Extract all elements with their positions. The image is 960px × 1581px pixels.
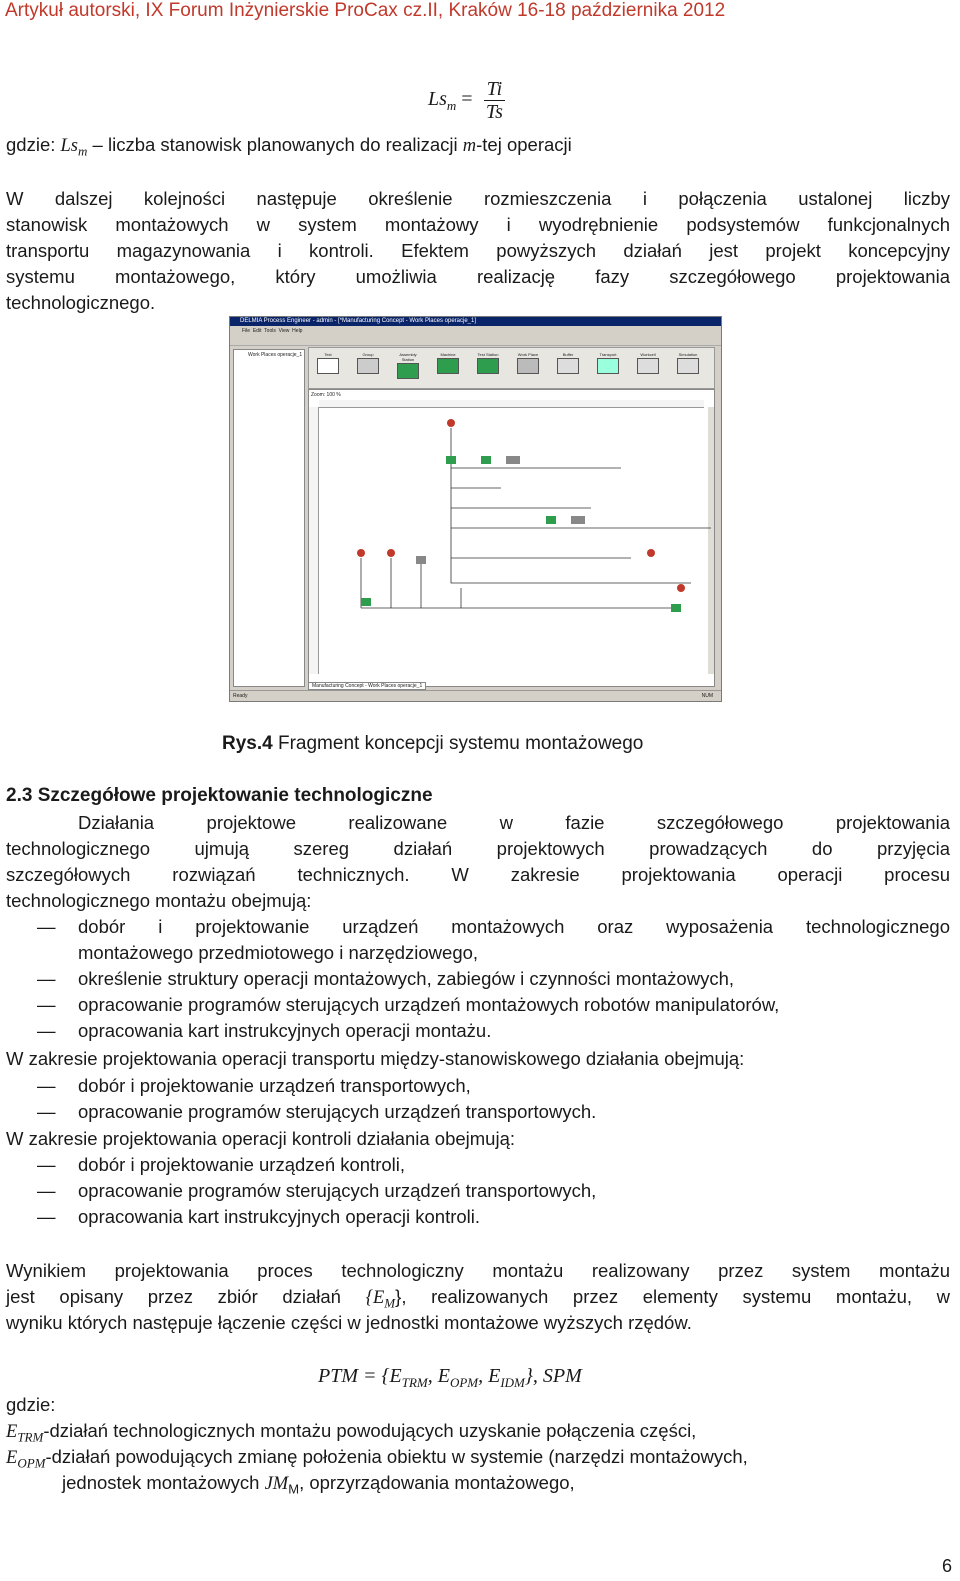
def-sub: TRM [17, 1429, 44, 1445]
gdzie-label: gdzie: [6, 134, 61, 155]
para1-line: technologicznego. [6, 292, 156, 313]
list-item-continued: montażowego przedmiotowego i narzędziowego, [78, 942, 479, 963]
ls-sub: m [78, 143, 88, 159]
list-item: określenie struktury operacji montażowych, zabiegów i czynności montażowych, [78, 968, 735, 989]
zoom-readout: Zoom: 100 % [311, 392, 341, 398]
para3-line: wyniku których następuje łączenie części w jednostki montażowe wyższych rzędów. [6, 1312, 692, 1333]
para1-line: stanowisk montażowych w system montażowy i wyodrębnienie podsystemów funkcjonalnych [6, 214, 950, 235]
palette-label: Work Place [517, 352, 539, 357]
test-icon [477, 358, 499, 374]
def-symbol: JM [264, 1474, 289, 1494]
eq-lhs: Ls [428, 88, 447, 111]
menu-bar [230, 327, 721, 335]
palette-label: Workcell [640, 352, 656, 357]
palette-item[interactable] [553, 352, 583, 380]
def-sub: OPM [17, 1455, 46, 1471]
para1-line: W dalszej kolejności następuje określenie rozmieszczenia i połączenia ustalonej liczby [6, 188, 950, 209]
palette-item[interactable] [513, 352, 543, 380]
simulation-icon [677, 358, 699, 374]
para2-line: Działania projektowe realizowane w fazie szczegółowego projektowania [78, 812, 950, 833]
palette-label: Transport [599, 352, 617, 357]
para1-line: transportu magazynowania i kontroli. Efektem powyższych działań jest projekt koncepcyjny [6, 240, 950, 261]
workplace-icon [517, 358, 539, 374]
para2-line: szczegółowych rozwiązań technicznych. W zakresie projektowania operacji procesu [6, 864, 950, 885]
section-title: 2.3 Szczegółowe projektowanie technologiczne [6, 785, 433, 806]
control-intro: W zakresie projektowania operacji kontroli działania obejmują: [6, 1128, 516, 1149]
def-sub: M [288, 1481, 300, 1497]
def-symbol: E [6, 1422, 18, 1442]
menu-item[interactable]: Tools [264, 328, 276, 334]
status-num: NUM [701, 693, 713, 699]
gdzie2-label: gdzie: [6, 1394, 56, 1415]
transport-icon [597, 358, 619, 374]
caption-text: Fragment koncepcji systemu montażowego [272, 733, 644, 754]
eq-lhs-sub: m [446, 98, 457, 114]
toolbar [230, 336, 721, 346]
list-dash: ― [37, 994, 56, 1015]
window-title: DELMIA Process Engineer - admin - [*Manufacturing Concept - Work Places operacje_1] [240, 318, 476, 324]
station-icon [397, 363, 419, 379]
machine-icon [437, 358, 459, 374]
para1-line: systemu montażowego, który umożliwia realizację fazy szczegółowego projektowania [6, 266, 950, 287]
eq2-sub: OPM [449, 1375, 479, 1390]
para3-text: jest opisany przez zbiór działań [6, 1286, 366, 1307]
palette-label: Group [362, 352, 374, 357]
eq2-part: , E [478, 1365, 501, 1387]
para3-text: }, realizowanych przez elementy systemu montażu, w [395, 1286, 950, 1307]
buffer-icon [557, 358, 579, 374]
list-dash: ― [37, 1075, 56, 1096]
horizontal-ruler [319, 400, 704, 408]
list-item: dobór i projektowanie urządzeń transportowych, [78, 1075, 471, 1096]
list-item: dobór i projektowanie urządzeń montażowych oraz wyposażenia technologicznego [78, 916, 950, 937]
def-text: -działań powodujących zmianę położenia obiektu w systemie (narzędzi montażowych, [45, 1446, 748, 1467]
equation-ls: $Ls_m$ = $\frac{Ti}{Ts}$ [428, 78, 505, 123]
em-symbol: {E [365, 1288, 385, 1308]
gdzie-definition [6, 134, 950, 160]
ls-symbol: Ls [60, 136, 79, 156]
caption-label: Rys.4 [222, 733, 273, 754]
def-eopm [6, 1446, 950, 1472]
list-item: opracowanie programów sterujących urządzeń transportowych. [78, 1101, 597, 1122]
palette-label: Text [324, 352, 332, 357]
m-symbol: m [462, 136, 477, 156]
list-dash: ― [37, 1154, 56, 1175]
menu-item[interactable]: Help [292, 328, 303, 334]
list-item: opracowania kart instrukcyjnych operacji montażu. [78, 1020, 492, 1041]
palette-item[interactable] [673, 352, 703, 380]
para3-line [6, 1286, 950, 1312]
list-item: opracowanie programów sterujących urządzeń montażowych robotów manipulatorów, [78, 994, 780, 1015]
menu-item[interactable]: Edit [252, 328, 262, 334]
menu-item[interactable]: File [242, 328, 251, 334]
eq2-sub: TRM [401, 1375, 428, 1390]
palette-item[interactable] [313, 352, 343, 380]
eq2-sub: IDM [500, 1375, 525, 1390]
para3-line: Wynikiem projektowania proces technologiczny montażu realizowany przez system montażu [6, 1260, 950, 1281]
palette-item[interactable] [433, 352, 463, 380]
list-dash: ― [37, 916, 56, 937]
palette-label: Simulation [678, 352, 698, 357]
workcell-icon [637, 358, 659, 374]
palette-label: Assembly Station [399, 352, 417, 362]
eq-numerator: Ti [484, 78, 506, 101]
eq2-part: }, SPM [524, 1365, 582, 1387]
palette-item[interactable] [393, 352, 423, 380]
vertical-ruler [309, 407, 319, 674]
status-bar [230, 690, 721, 701]
object-palette [308, 347, 715, 389]
palette-label: Buffer [562, 352, 574, 357]
page-header: Artykuł autorski, IX Forum Inżynierskie ProCax cz.II, Kraków 16-18 października 2012 [5, 0, 726, 21]
palette-item[interactable] [353, 352, 383, 380]
palette-item[interactable] [593, 352, 623, 380]
group-icon [357, 358, 379, 374]
list-dash: ― [37, 1180, 56, 1201]
eq2-part: , E [427, 1365, 450, 1387]
def-text: jednostek montażowych [62, 1472, 265, 1493]
eq-fraction [484, 78, 506, 123]
window-titlebar [230, 317, 721, 326]
list-dash: ― [37, 968, 56, 989]
para2-line: technologicznego ujmują szereg działań projektowych prowadzących do przyjęcia [6, 838, 950, 859]
list-item: opracowania kart instrukcyjnych operacji kontroli. [78, 1206, 481, 1227]
page-number: 6 [941, 1556, 952, 1576]
list-dash: ― [37, 1101, 56, 1122]
list-dash: ― [37, 1020, 56, 1041]
palette-label: Test Station [477, 352, 499, 357]
palette-item[interactable] [633, 352, 663, 380]
palette-item[interactable] [473, 352, 503, 380]
em-sub: M [384, 1295, 396, 1311]
list-dash: ― [37, 1206, 56, 1227]
eq-denominator: Ts [485, 101, 503, 123]
equation-ptm [318, 1365, 582, 1391]
figure-screenshot [229, 316, 722, 702]
tree-pane [233, 349, 305, 687]
gdzie-text2: -tej operacji [476, 134, 572, 155]
text-icon [317, 358, 339, 374]
list-item: dobór i projektowanie urządzeń kontroli, [78, 1154, 406, 1175]
palette-label: Machine [440, 352, 456, 357]
diagram-canvas [308, 389, 715, 687]
figure-caption [222, 733, 643, 755]
eq2-part: PTM = {E [318, 1365, 402, 1387]
def-text: -działań technologicznych montażu powodujących uzyskanie połączenia części, [43, 1420, 697, 1441]
para2-line: technologicznego montażu obejmują: [6, 890, 312, 911]
def-etrm [6, 1420, 950, 1446]
def-continued [62, 1472, 950, 1497]
def-text: , oprzyrządowania montażowego, [299, 1472, 575, 1493]
transport-intro: W zakresie projektowania operacji transportu między-stanowiskowego działania obejmują: [6, 1048, 745, 1069]
menu-item[interactable]: View [278, 328, 290, 334]
flow-diagram [321, 408, 716, 698]
status-text: Ready [233, 693, 248, 699]
tree-item[interactable]: Work Places operacje_1 [248, 352, 303, 358]
document-tab[interactable]: Manufacturing Concept - Work Places operacje_1 [308, 682, 426, 690]
def-symbol: E [6, 1448, 18, 1468]
list-item: opracowanie programów sterujących urządzeń transportowych, [78, 1180, 597, 1201]
gdzie-text: – liczba stanowisk planowanych do realizacji [87, 134, 463, 155]
